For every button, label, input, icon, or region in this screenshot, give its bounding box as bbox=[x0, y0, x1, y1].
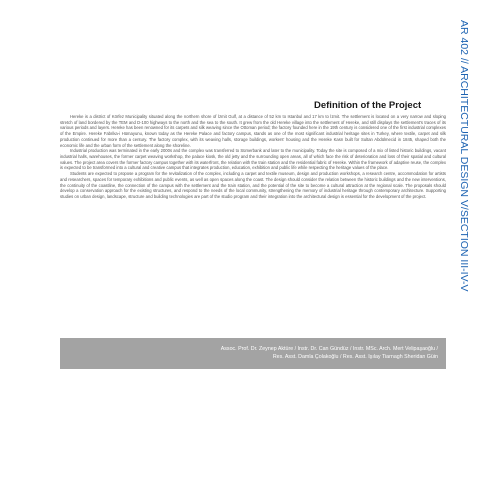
credits-line-assistants: Res. Asst. Damla Çolakoğlu / Res. Asst. Işılay Tiarnagh Sheridan Güin bbox=[272, 354, 438, 360]
credits-line-instructors: Assoc. Prof. Dr. Zeynep Aktüre / Instr. Dr. Can Gündüz / Instr. MSc. Arch. Mert Velipaşaoğlu / bbox=[220, 346, 438, 352]
description-paragraph: Hereke is a district of Körfez Municipality situated along the northern shore of İzmit Gulf, at a distance of 52 km to Istanbul and 17 km to İzmit. The settlement is located on a very narrow and sloping stretch of land bordered by the TEM and D-100 highways to the north and the sea to the south. It grew from the old Hereke village into the settlement of Hereke, and still displays the settlement's traces of its various periods and layers. Hereke has been renowned for its carpets and silk weaving since the Ottoman period; the factory founded here in the 19th century is considered one of the first industrial complexes of the Empire. Hereke Fabrika-i Hümayunu, known today as the Hereke Palace and factory campus, stands as one of the most significant industrial heritage sites in Turkey, where textile, carpet and silk production continued for more than a century. The factory complex, with its weaving halls, storage buildings, workers' housing and the Hereke Kasrı built for Sultan Abdülmecid in 1845, shaped both the economic life and the urban form of the settlement along the shoreline. bbox=[60, 114, 446, 148]
description-paragraph: Students are expected to propose a program for the revitalization of the complex, including a carpet and textile museum, design and production workshops, a research centre, accommodation for artists and researchers, spaces for temporary exhibitions and public events, as well as open spaces along the coast. The design should consider the relation between the historic buildings and the new interventions, the continuity of the coastline, the connection of the campus with the settlement and the train station, and the potential of the site to become a cultural attraction at the regional scale. The proposals should develop a conservation approach for the existing structures, and respond to the needs of the local community, strengthening the memory of industrial heritage through contemporary architecture. Supporting studies on urban design, landscape, structure and building technologies are part of the studio program and their integration into the architectural design is essential for the development of the project. bbox=[60, 171, 446, 200]
course-side-label-text: AR 402 // ARCHITECTURAL DESIGN V/SECTION III-IV-V bbox=[458, 20, 470, 292]
description-paragraph: Industrial production was terminated in the early 2000s and the complex was transferred to Sümerbank and later to the municipality. Today the site is composed of a mix of listed historic buildings, vacant industrial halls, warehouses, the former carpet weaving workshop, the palace kiosk, the old jetty and the surrounding open areas, all of which face the risk of deterioration and loss of their spatial and cultural values. The project area covers the former factory campus together with its waterfront, the relation with the train station and the residential fabric of Hereke. Within the framework of adaptive reuse, the complex is expected to be transformed into a cultural and creative campus that integrates production, education, exhibition and public life while respecting the heritage values of the place. bbox=[60, 148, 446, 171]
course-side-label bbox=[454, 20, 474, 292]
project-description bbox=[60, 114, 446, 200]
page-title: Definition of the Project bbox=[314, 100, 422, 111]
instructor-credits-bar bbox=[60, 338, 446, 369]
